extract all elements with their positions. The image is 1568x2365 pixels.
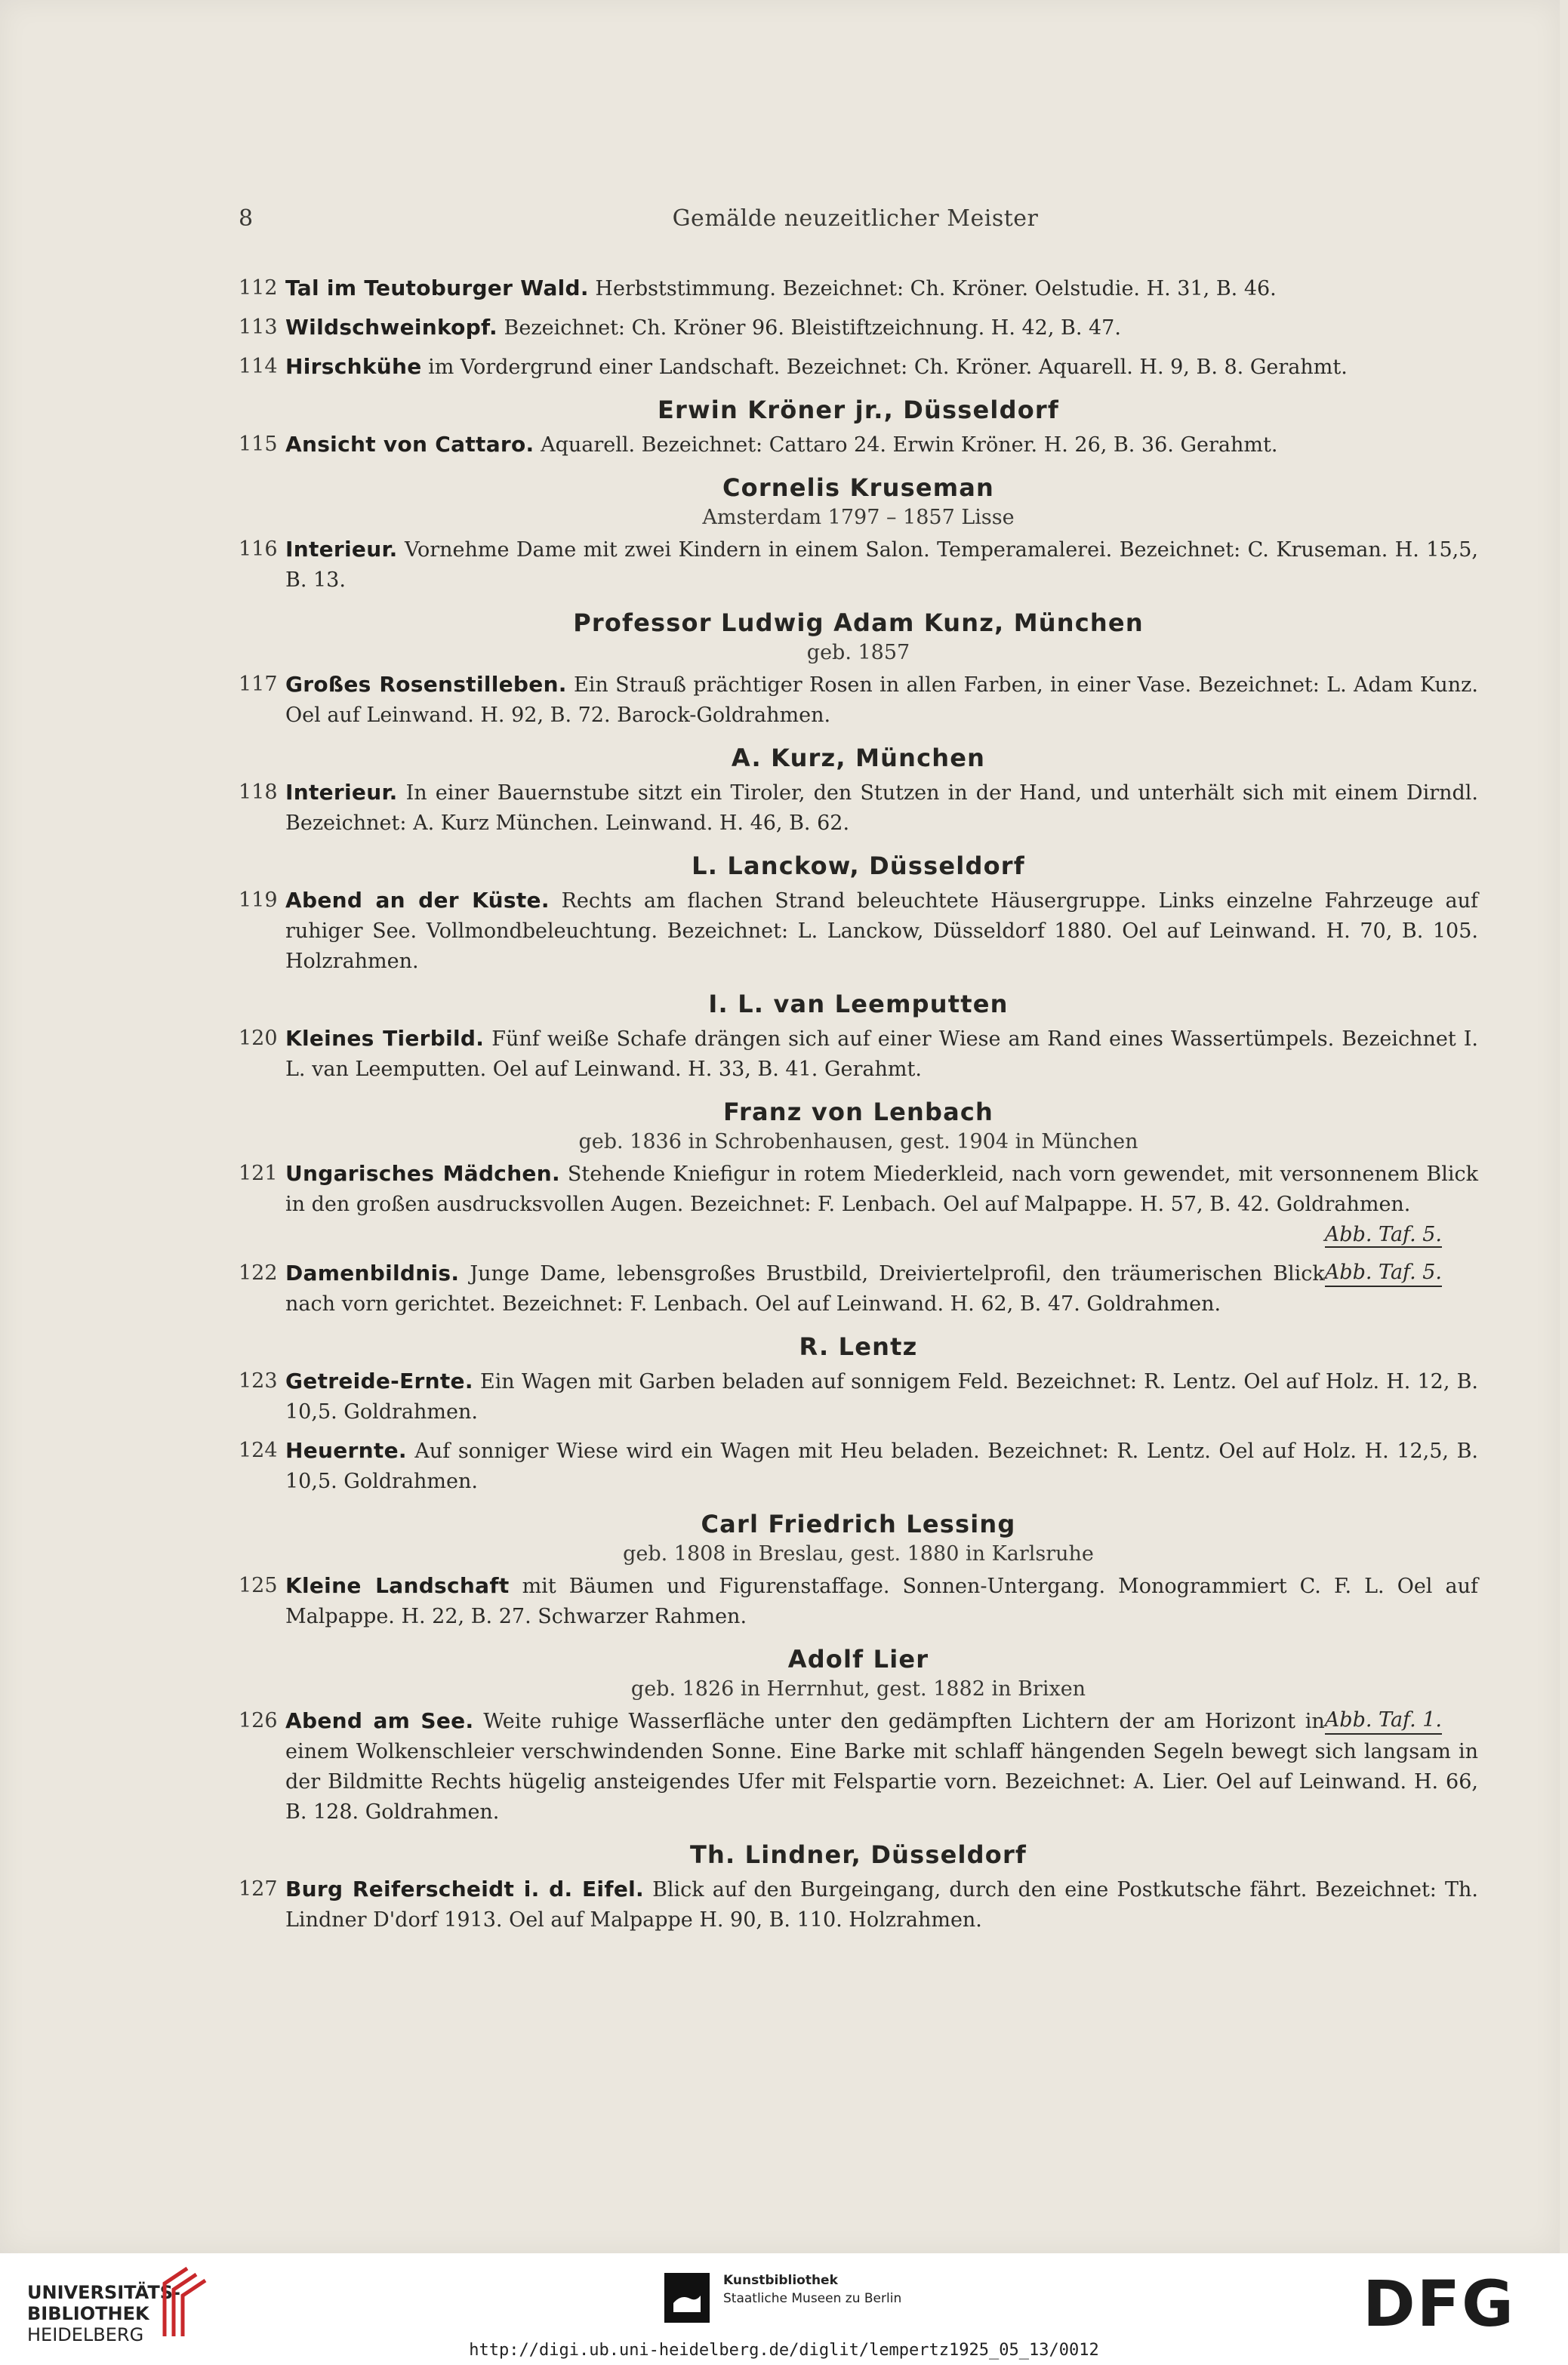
ub-logo-line: BIBLIOTHEK [27, 2303, 149, 2324]
artist-heading [239, 393, 1478, 427]
entry-description: Stehende Kniefigur in rotem Miederkleid, nach vorn gewendet, mit versonnenem Blick in den großen ausdrucksvollen Augen. Bezeichnet: F. Lenbach. Oel auf Malpappe. H. 57, B. 42. Goldrahmen. [285, 1162, 1478, 1216]
entry-description: Rechts am flachen Strand beleuchtete Häusergruppe. Links einzelne Fahrzeuge auf ruhiger See. Vollmondbeleuchtung. Bezeichnet: L. Lanckow, Düsseldorf 1880. Oel auf Leinwand. H. 70, B. 105. Holzrahmen. [285, 889, 1478, 973]
entry-description: Aquarell. Bezeichnet: Cattaro 24. Erwin Kröner. H. 26, B. 36. Gerahmt. [534, 433, 1278, 457]
running-head [239, 205, 1472, 239]
artist-dates: geb. 1808 in Breslau, gest. 1880 in Karlsruhe [623, 1542, 1094, 1566]
kunstbibliothek-emblem-icon [664, 2273, 710, 2323]
artist-heading [239, 987, 1478, 1021]
entry-description: Junge Dame, lebensgroßes Brustbild, Dreiviertelprofil, den träumerischen Blick nach vorn gerichtet. Bezeichnet: F. Lenbach. Oel auf Leinwand. H. 62, B. 47. Goldrahmen. [285, 1262, 1325, 1316]
catalog-entry [239, 352, 1478, 383]
artist-name: R. Lentz [799, 1332, 918, 1361]
entry-title: Wildschweinkopf. [285, 315, 498, 340]
catalog-content [239, 273, 1478, 1944]
artist-name: Th. Lindner, Düsseldorf [689, 1840, 1027, 1869]
artist-name: Cornelis Kruseman [722, 473, 995, 502]
entry-number: 125 [239, 1574, 278, 1597]
entry-title: Interieur. [285, 780, 398, 805]
entry-title: Ansicht von Cattaro. [285, 432, 534, 457]
ub-logo-line: HEIDELBERG [27, 2324, 144, 2345]
entry-description: Weite ruhige Wasserfläche unter den gedämpften Lichtern der am Horizont in einem Wolkenschleier verschwindenden Sonne. Eine Barke mit schlaff hängenden Segeln bewegt sich langsam in der Bildmitte Rechts hügelig ansteigendes Ufer mit Felspartie vorn. Bezeichnet: A. Lier. Oel auf Leinwand. H. 66, B. 128. Goldrahmen. [285, 1710, 1478, 1824]
entry-title: Kleine Landschaft [285, 1573, 510, 1598]
entry-number: 117 [239, 673, 278, 696]
entry-title: Heuernte. [285, 1438, 407, 1463]
artist-dates: geb. 1836 in Schrobenhausen, gest. 1904 in München [578, 1130, 1138, 1153]
entry-number: 119 [239, 888, 278, 912]
entry-number: 124 [239, 1439, 278, 1462]
artist-heading [239, 471, 1478, 531]
entry-number: 126 [239, 1709, 278, 1732]
plate-reference: Abb. Taf. 5. [1325, 1260, 1442, 1287]
entry-title: Abend an der Küste. [285, 888, 550, 913]
catalog-entry [239, 534, 1478, 596]
catalog-entry [239, 273, 1478, 304]
artist-heading [239, 741, 1478, 774]
entry-number: 120 [239, 1027, 278, 1050]
entry-number: 121 [239, 1162, 278, 1185]
catalog-entry [239, 1024, 1478, 1085]
entry-title: Ungarisches Mädchen. [285, 1161, 560, 1186]
plate-reference: Abb. Taf. 1. [1325, 1708, 1442, 1735]
dfg-logo[interactable]: DFG [1362, 2267, 1515, 2341]
catalog-entry [239, 430, 1478, 460]
artist-dates: geb. 1857 [806, 641, 910, 664]
entry-number: 113 [239, 316, 278, 339]
entry-description: Auf sonniger Wiese wird ein Wagen mit Heu beladen. Bezeichnet: R. Lentz. Oel auf Holz. H. 12,5, B. 10,5. Goldrahmen. [285, 1440, 1478, 1493]
entry-number: 116 [239, 537, 278, 561]
catalog-entry [239, 1366, 1478, 1427]
entry-description: Herbststimmung. Bezeichnet: Ch. Kröner. Oelstudie. H. 31, B. 46. [588, 277, 1277, 300]
artist-heading [239, 1643, 1478, 1703]
artist-heading [239, 1838, 1478, 1871]
artist-heading [239, 1095, 1478, 1156]
plate-reference-line [285, 1220, 1478, 1250]
catalog-entry [239, 1706, 1478, 1828]
entry-description: Fünf weiße Schafe drängen sich auf einer Wiese am Rand eines Wassertümpels. Bezeichnet I. L. van Leemputten. Oel auf Leinwand. H. 33, B. 41. Gerahmt. [285, 1027, 1478, 1081]
artist-heading [239, 1507, 1478, 1568]
kb-line: Staatliche Museen zu Berlin [723, 2291, 902, 2306]
artist-name: L. Lanckow, Düsseldorf [692, 851, 1025, 880]
artist-heading [239, 849, 1478, 882]
footer-bar [0, 2253, 1568, 2365]
catalog-entry [239, 1159, 1478, 1250]
catalog-entry [239, 1571, 1478, 1632]
kunstbibliothek-text [723, 2271, 901, 2308]
entry-number: 118 [239, 781, 278, 804]
entry-title: Großes Rosenstilleben. [285, 672, 567, 697]
artist-name: Erwin Kröner jr., Düsseldorf [657, 396, 1059, 424]
entry-number: 122 [239, 1261, 278, 1285]
artist-name: Adolf Lier [787, 1645, 929, 1674]
entry-description: Bezeichnet: Ch. Kröner 96. Bleistiftzeichnung. H. 42, B. 47. [497, 316, 1121, 340]
artist-name: Carl Friedrich Lessing [701, 1510, 1016, 1538]
catalog-entry [239, 1436, 1478, 1497]
entry-number: 123 [239, 1369, 278, 1393]
plate-reference: Abb. Taf. 5. [1324, 1223, 1442, 1246]
artist-name: A. Kurz, München [731, 744, 986, 772]
catalog-entry [239, 1874, 1478, 1935]
ub-logo-line: UNIVERSITÄTS- [27, 2282, 181, 2303]
kb-line: Kunstbibliothek [723, 2273, 838, 2288]
catalog-entry [239, 1258, 1478, 1320]
artist-dates: Amsterdam 1797 – 1857 Lisse [702, 506, 1015, 529]
entry-description: Blick auf den Burgeingang, durch den eine Postkutsche fährt. Bezeichnet: Th. Lindner D'dorf 1913. Oel auf Malpappe H. 90, B. 110. Holzrahmen. [285, 1878, 1478, 1932]
artist-name: Professor Ludwig Adam Kunz, München [573, 608, 1144, 637]
entry-description: im Vordergrund einer Landschaft. Bezeichnet: Ch. Kröner. Aquarell. H. 9, B. 8. Gerahmt. [421, 356, 1348, 379]
catalog-entry [239, 670, 1478, 731]
entry-title: Abend am See. [285, 1708, 474, 1733]
catalog-entry [239, 313, 1478, 343]
artist-name: Franz von Lenbach [722, 1098, 994, 1126]
entry-description: Vornehme Dame mit zwei Kindern in einem Salon. Temperamalerei. Bezeichnet: C. Kruseman. H. 15,5, B. 13. [285, 538, 1478, 592]
entry-title: Hirschkühe [285, 354, 422, 379]
entry-title: Burg Reiferscheidt i. d. Eifel. [285, 1877, 644, 1902]
catalog-entry [239, 885, 1478, 977]
entry-description: Ein Strauß prächtiger Rosen in allen Farben, in einer Vase. Bezeichnet: L. Adam Kunz. Oel auf Leinwand. H. 92, B. 72. Barock-Goldrahmen. [285, 673, 1478, 727]
catalog-entry [239, 778, 1478, 839]
entry-title: Damenbildnis. [285, 1261, 460, 1286]
entry-number: 112 [239, 276, 278, 300]
entry-number: 127 [239, 1877, 278, 1901]
entry-description: In einer Bauernstube sitzt ein Tiroler, den Stutzen in der Hand, und unterhält sich mit einem Dirndl. Bezeichnet: A. Kurz München. Leinwand. H. 46, B. 62. [285, 781, 1478, 835]
running-title: Gemälde neuzeitlicher Meister [672, 205, 1039, 232]
entry-description: mit Bäumen und Figurenstaffage. Sonnen-Untergang. Monogrammiert C. F. L. Oel auf Malpappe. H. 22, B. 27. Schwarzer Rahmen. [285, 1575, 1478, 1628]
entry-number: 115 [239, 433, 278, 456]
entry-title: Tal im Teutoburger Wald. [285, 276, 589, 300]
artist-name: I. L. van Leemputten [708, 990, 1009, 1018]
entry-description: Ein Wagen mit Garben beladen auf sonnigem Feld. Bezeichnet: R. Lentz. Oel auf Holz. H. 12, B. 10,5. Goldrahmen. [285, 1370, 1478, 1424]
entry-title: Kleines Tierbild. [285, 1026, 485, 1051]
permalink-url[interactable]: http://digi.ub.uni-heidelberg.de/diglit/lempertz1925_05_13/0012 [469, 2341, 1099, 2360]
artist-heading [239, 606, 1478, 667]
ub-emblem-icon [157, 2261, 217, 2344]
entry-number: 114 [239, 355, 278, 378]
artist-heading [239, 1330, 1478, 1363]
entry-title: Interieur. [285, 537, 398, 562]
artist-dates: geb. 1826 in Herrnhut, gest. 1882 in Brixen [630, 1677, 1086, 1701]
entry-title: Getreide-Ernte. [285, 1369, 473, 1393]
page-number: 8 [239, 205, 254, 232]
